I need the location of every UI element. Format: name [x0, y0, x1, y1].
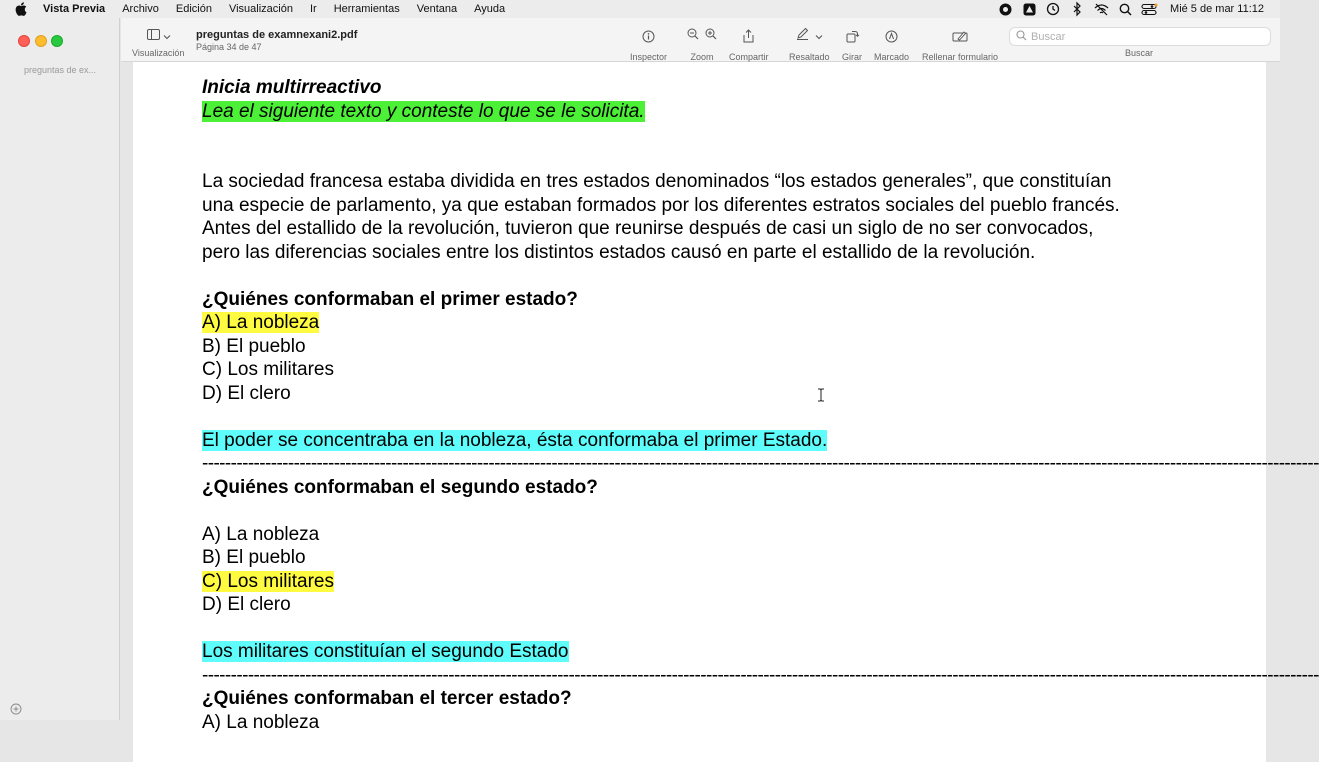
menu-ir[interactable]: Ir — [309, 3, 317, 15]
pdf-page[interactable] — [133, 62, 1319, 762]
window-close-button[interactable] — [18, 35, 30, 47]
highlight-label: Resaltado — [789, 52, 830, 62]
menu-visualizacion[interactable]: Visualización — [228, 3, 293, 15]
search-placeholder: Buscar — [1031, 30, 1066, 43]
separator: --------------------------------------------------------------------------------------------------------------------------------------------------------------------------------------------------- — [202, 664, 1319, 686]
q2-option-c: C) Los militares — [202, 570, 334, 592]
sidebar-thumbnail-label[interactable]: preguntas de ex... — [23, 65, 97, 75]
apple-menu-icon[interactable] — [15, 2, 29, 16]
document-title[interactable]: preguntas de examnexani2.pdf — [196, 29, 358, 41]
question-1: ¿Quiénes conformaban el primer estado? — [202, 288, 578, 310]
menu-app-name[interactable]: Vista Previa — [43, 3, 106, 15]
rotate-label: Girar — [842, 52, 862, 62]
markup-label: Marcado — [874, 52, 910, 62]
q1-option-c: C) Los militares — [202, 359, 334, 380]
toolbar — [121, 18, 1280, 62]
wifi-off-icon[interactable] — [1094, 2, 1108, 16]
share-button[interactable] — [729, 26, 769, 62]
paragraph-line: pero las diferencias sociales entre los distintos estados causó en parte el estallido de la revolución. — [202, 241, 1036, 263]
fill-form-button[interactable] — [922, 26, 998, 62]
highlighter-icon — [796, 27, 809, 45]
chevron-down-icon — [163, 27, 171, 45]
menu-edicion[interactable]: Edición — [175, 3, 212, 15]
sidebar — [0, 18, 120, 720]
share-icon — [743, 26, 754, 46]
q2-option-b: B) El pueblo — [202, 547, 306, 568]
sidebar-toggle-label: Visualización — [132, 48, 185, 58]
rotate-icon — [846, 26, 859, 46]
share-label: Compartir — [729, 52, 769, 62]
form-icon — [952, 26, 968, 46]
menubar-clock[interactable]: Mié 5 de mar 11:12 — [1170, 3, 1264, 15]
search-input[interactable] — [1009, 27, 1271, 46]
q1-option-b: B) El pueblo — [202, 335, 306, 357]
document-viewer[interactable] — [121, 62, 1319, 733]
highlight-button[interactable] — [789, 26, 830, 62]
instruction-text: Lea el siguiente texto y conteste lo que se le solicita. — [202, 100, 645, 122]
q1-option-d: D) El clero — [202, 382, 291, 404]
paragraph-line: una especie de parlamento, ya que estaban formados por los diferentes estratos sociales del pueblo francés. — [202, 194, 1120, 216]
menu-herramientas[interactable]: Herramientas — [333, 3, 400, 15]
markup-button[interactable] — [874, 26, 909, 62]
page-indicator: Página 34 de 47 — [196, 42, 262, 52]
menu-ayuda[interactable]: Ayuda — [474, 3, 506, 15]
text-cursor-icon — [817, 388, 825, 402]
inspector-label: Inspector — [630, 52, 668, 62]
zoom-label: Zoom — [690, 52, 714, 62]
menu-bar — [0, 0, 1280, 18]
zoom-button[interactable] — [687, 26, 717, 62]
add-icon[interactable] — [10, 702, 22, 714]
window-zoom-button[interactable] — [51, 35, 63, 47]
highlight-options-chevron-icon[interactable] — [815, 27, 823, 45]
q2-option-d: D) El clero — [202, 594, 291, 615]
page-heading: Inicia multirreactivo — [202, 77, 382, 98]
q2-explanation: Los militares constituían el segundo Estado — [202, 641, 569, 662]
control-center-icon[interactable] — [1142, 2, 1156, 16]
zoom-out-icon[interactable] — [687, 27, 699, 45]
paragraph-line: La sociedad francesa estaba dividida en tres estados denominados “los estados generales”, que constituían — [202, 171, 1112, 192]
rotate-button[interactable] — [842, 26, 862, 62]
q3-option-a: A) La nobleza — [202, 711, 320, 733]
search-field-icon — [1016, 28, 1027, 46]
menu-archivo[interactable]: Archivo — [122, 3, 159, 15]
drive-icon[interactable] — [1022, 2, 1036, 16]
window-minimize-button[interactable] — [35, 35, 47, 47]
sidebar-icon — [147, 27, 160, 45]
sidebar-toggle-button[interactable] — [147, 29, 177, 43]
zoom-in-icon[interactable] — [705, 27, 717, 45]
separator: --------------------------------------------------------------------------------------------------------------------------------------------------------------------------------------------------- — [202, 453, 1319, 474]
fill-form-label: Rellenar formulario — [922, 52, 999, 62]
q1-option-a: A) La nobleza — [202, 312, 320, 333]
question-2: ¿Quiénes conformaban el segundo estado? — [202, 476, 598, 498]
search-icon[interactable] — [1118, 2, 1132, 16]
paragraph-line: Antes del estallido de la revolución, tuvieron que reunirse después de casi un siglo de no ser convocados, — [202, 218, 1094, 239]
q1-explanation: El poder se concentraba en la nobleza, ésta conformaba el primer Estado. — [202, 429, 828, 451]
search-label: Buscar — [1125, 48, 1154, 58]
time-machine-icon[interactable] — [1046, 2, 1060, 16]
question-3: ¿Quiénes conformaban el tercer estado? — [202, 688, 572, 709]
bluetooth-icon[interactable] — [1070, 2, 1084, 16]
menu-ventana[interactable]: Ventana — [416, 3, 458, 15]
inspector-button[interactable] — [630, 26, 667, 62]
markup-icon — [885, 26, 898, 46]
info-icon — [642, 26, 655, 46]
record-icon[interactable] — [998, 2, 1012, 16]
q2-option-a: A) La nobleza — [202, 523, 320, 545]
page-content — [202, 76, 1319, 734]
